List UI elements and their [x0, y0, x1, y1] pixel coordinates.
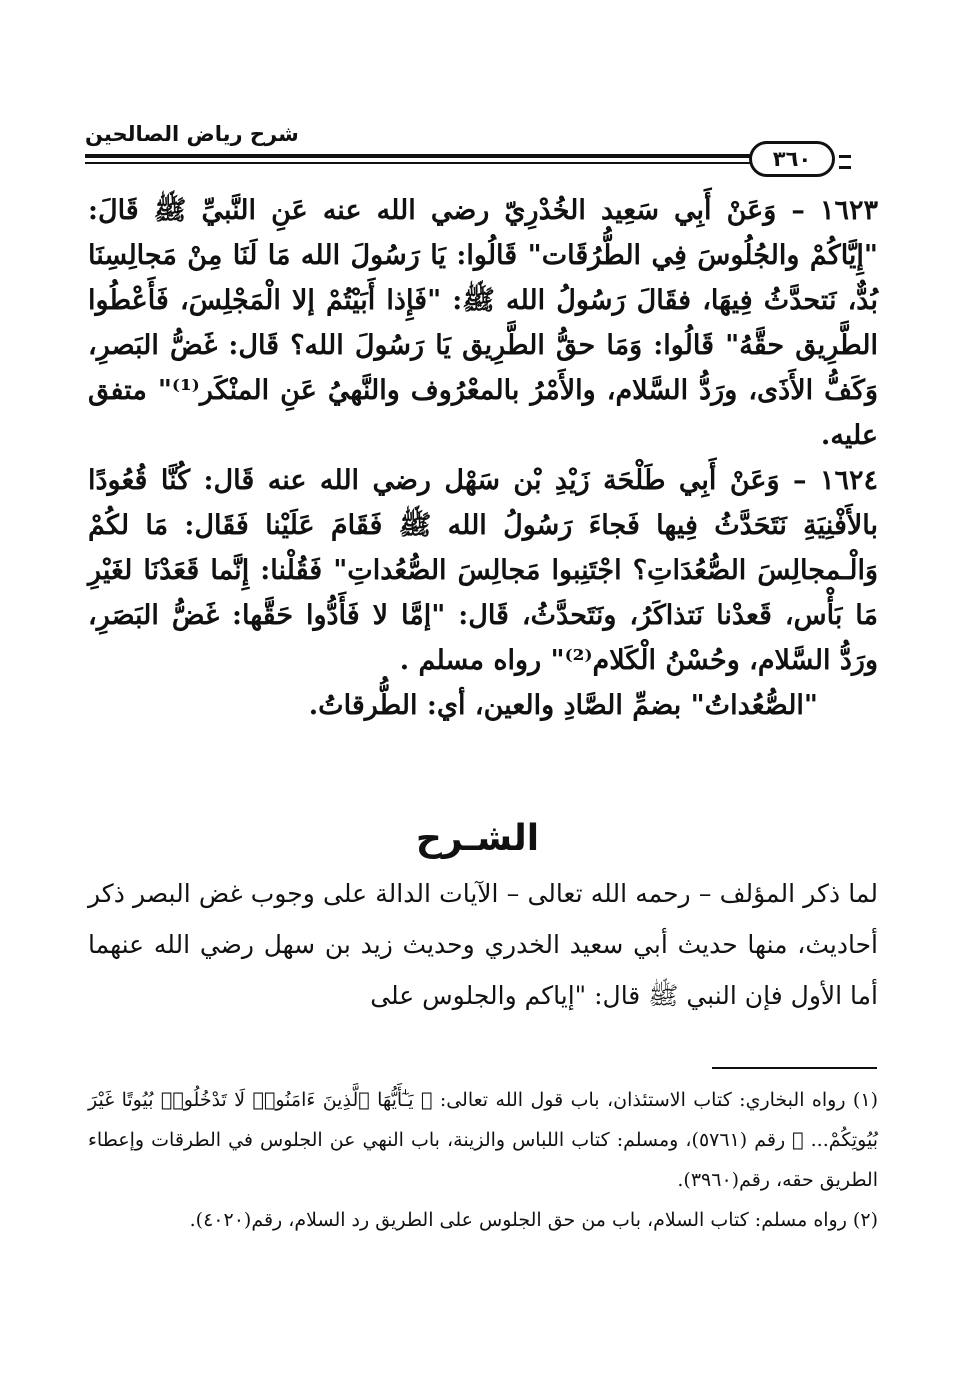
hadith-1623: ١٦٢٣ – وَعَنْ أَبِي سَعِيد الخُدْرِيّ رضي الله عنه عَنِ النَّبيِّ ﷺ قَالَ: "إِيَّاكُمْ والجُلُوسَ فِي الطُّرُقَات" قَالُوا: يَا رَسُولَ الله مَا لَنَا مِنْ مَجالِسِنَا بُدٌّ، نَتحدَّثُ فِيهَا، فقَالَ رَسُولُ الله ﷺ: "فَإِذا أَبَيْتُمْ إلا الْمَجْلِسَ، فَأَعْطُوا الطَّرِيق حقَّهُ" قَالُوا: وَمَا حقُّ الطَّرِيق يَا رَسُولَ الله؟ قَال: غَضُّ البَصرِ، وَكَفُّ الأَذَى، ورَدُّ السَّلام، والأَمْرُ بالمعْرُوف والنَّهيُ عَنِ المنْكَر⁽¹⁾" متفق عليه.: [88, 195, 878, 451]
header-rule-thin: [85, 162, 750, 164]
footnotes: [88, 1080, 878, 1240]
page-header: [85, 112, 885, 182]
footnote-2: (٢) رواه مسلم: كتاب السلام، باب من حق الجلوس على الطريق رد السلام، رقم(٤٠٢٠).: [189, 1209, 878, 1231]
footnote-separator: [712, 1067, 877, 1069]
sharh-paragraph: لما ذكر المؤلف – رحمه الله تعالى – الآيات الدالة على وجوب غض البصر ذكر أحاديث، منها حديث أبي سعيد الخدري وحديث زيد بن سهل رضي الله عنهما أما الأول فإن النبي ﷺ قال: "إياكم والجلوس على: [88, 879, 878, 1010]
hadith-note: "الصُّعُداتُ" بضمِّ الصَّادِ والعين، أي: الطُّرقاتُ.: [308, 690, 818, 721]
page-number: ٣٦٠: [749, 141, 835, 177]
hadith-section: [88, 188, 878, 728]
sharh-heading: الشـرح: [415, 818, 540, 859]
hadith-1624: ١٦٢٤ – وَعَنْ أَبِي طَلْحَة زَيْدِ بْن سَهْل رضي الله عنه قَال: كُنَّا قُعُودًا بالأَفْنِيَةِ نَتَحَدَّثُ فِيها فَجاءَ رَسُولُ الله ﷺ فَقَامَ عَلَيْنا فَقَال: مَا لكُمْ وَالْـمجالِسَ الصُّعُدَاتِ؟ اجْتَنِبوا مَجالِسَ الصُّعُداتِ" فَقُلْنا: إِنَّما قَعَدْنَا لغَيْرِ مَا بَأْس، قَعدْنا نَتذاكَرُ، ونَتَحدَّثُ، قَال: "إمَّا لا فَأَدُّوا حَقَّها: غَضُّ البَصَرِ، ورَدُّ السَّلام، وحُسْنُ الْكَلام⁽²⁾" رواه مسلم .: [88, 465, 878, 676]
footnote-1: (١) رواه البخاري: كتاب الاستئذان، باب قول الله تعالى: ﴿ يَـٰٓأَيُّهَا ٱلَّذِينَ ءَامَنُوا۟ لَا تَدْخُلُوا۟ بُيُوتًا غَيْرَ بُيُوتِكُمْ... ﴾ رقم (٥٧٦١)، ومسلم: كتاب اللباس والزينة، باب النهي عن الجلوس في الطرقات وإعطاء الطريق حقه، رقم(٣٩٦٠).: [88, 1089, 879, 1191]
page-marker-ornament: [839, 155, 851, 169]
book-title: شرح رياض الصالحين: [85, 122, 299, 146]
header-rule-thick: [85, 154, 750, 158]
